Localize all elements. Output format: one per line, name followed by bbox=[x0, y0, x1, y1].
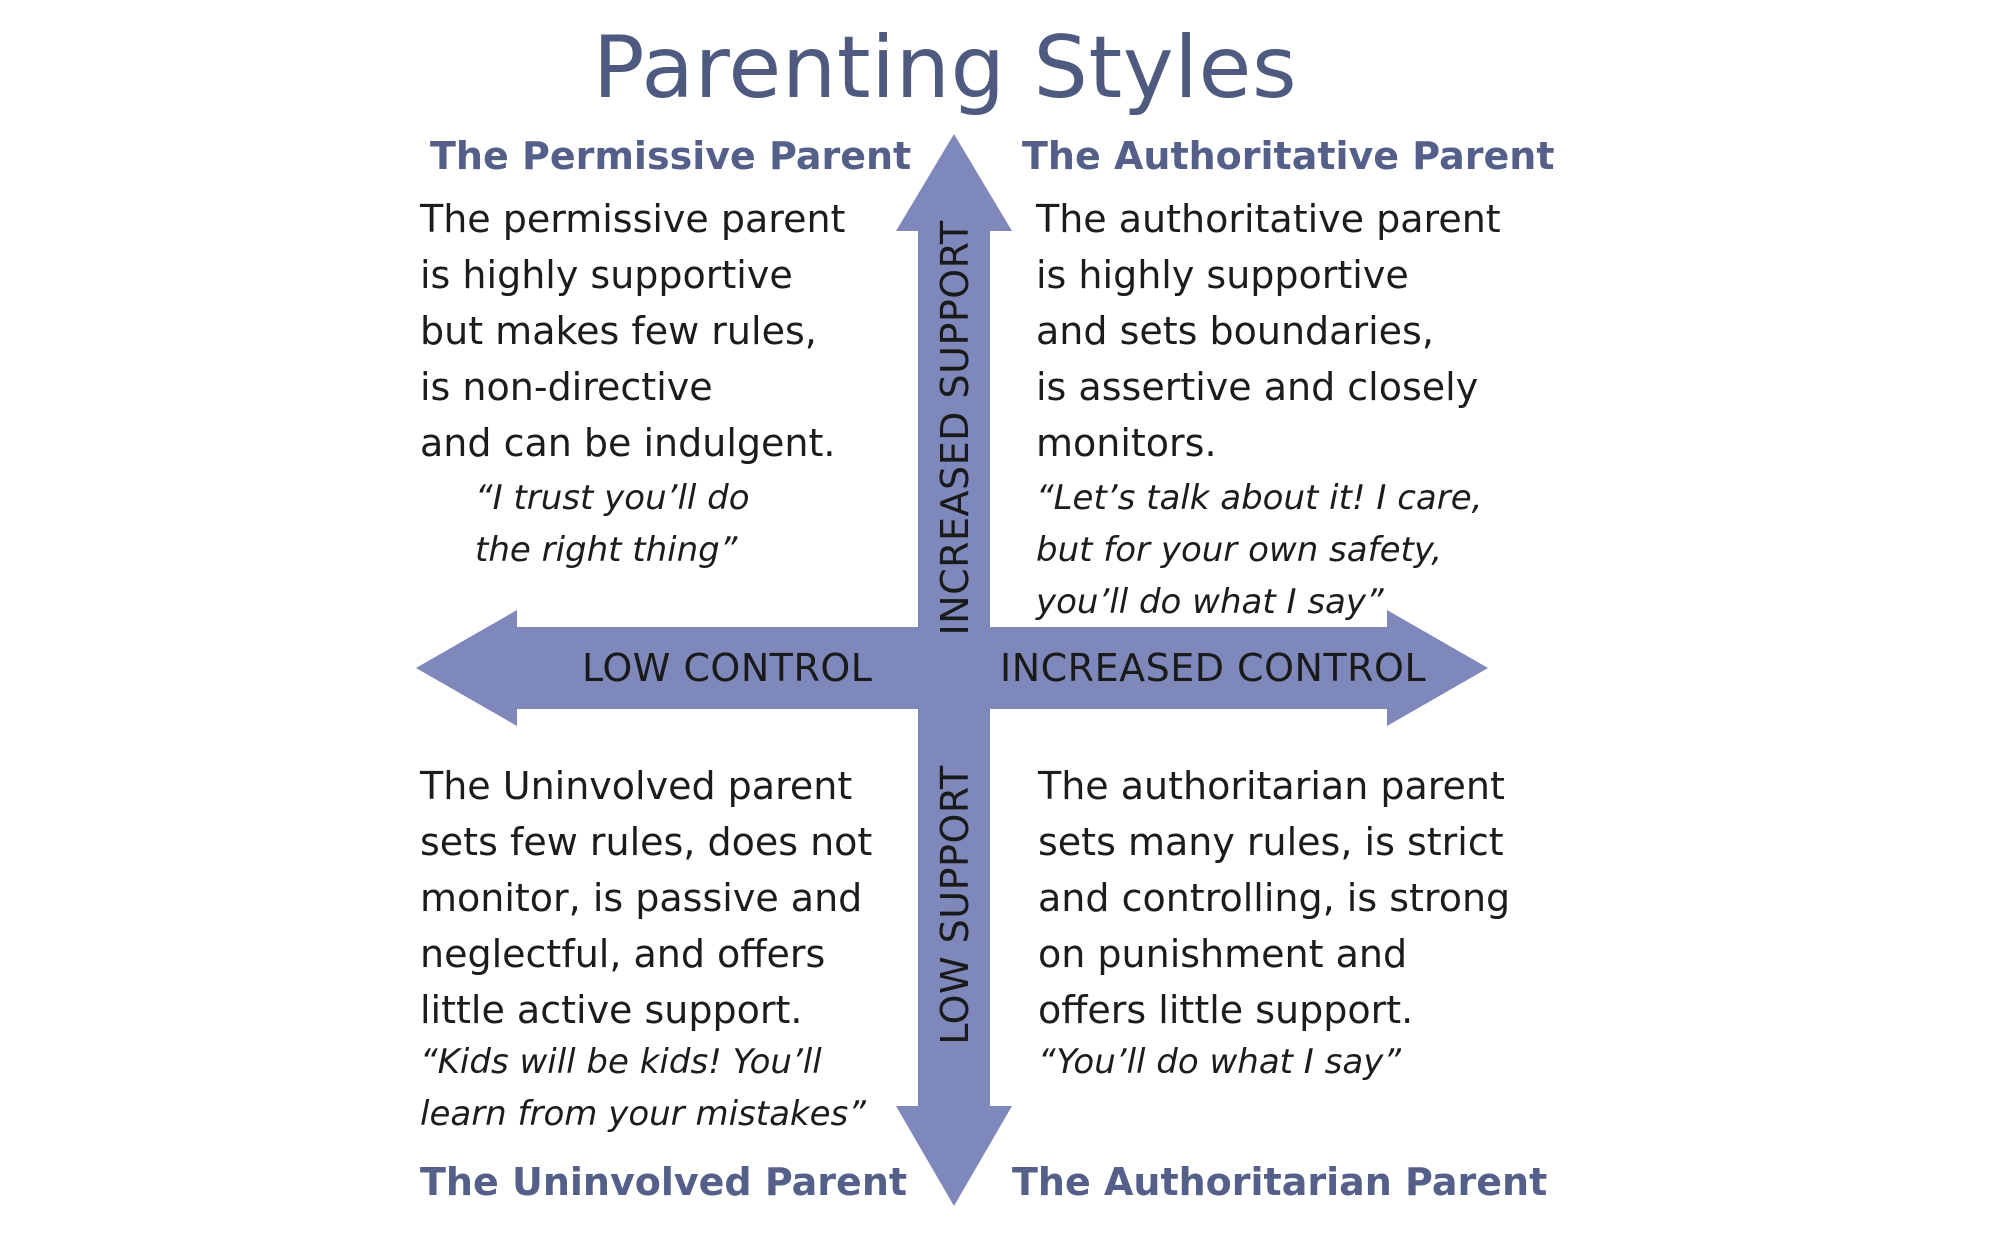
desc-line: The Uninvolved parent bbox=[420, 764, 853, 808]
page-title: Parenting Styles bbox=[592, 18, 1298, 118]
quote-line: “I trust you’ll do bbox=[475, 478, 750, 518]
quote-uninvolved bbox=[420, 1036, 866, 1140]
heading-permissive: The Permissive Parent bbox=[430, 134, 912, 178]
quote-authoritative bbox=[1036, 472, 1482, 628]
desc-line: on punishment and bbox=[1038, 932, 1408, 976]
desc-line: sets many rules, is strict bbox=[1038, 820, 1504, 864]
axis-label-increased-control: INCREASED CONTROL bbox=[1000, 646, 1427, 690]
quote-line: learn from your mistakes” bbox=[420, 1094, 866, 1134]
quote-line: the right thing” bbox=[475, 530, 738, 570]
quote-authoritarian bbox=[1038, 1036, 1401, 1088]
desc-permissive bbox=[420, 191, 845, 471]
heading-uninvolved: The Uninvolved Parent bbox=[420, 1160, 908, 1204]
desc-line: is highly supportive bbox=[420, 253, 793, 297]
desc-line: little active support. bbox=[420, 988, 803, 1032]
heading-authoritarian: The Authoritarian Parent bbox=[1012, 1160, 1548, 1204]
desc-line: The authoritarian parent bbox=[1038, 764, 1505, 808]
desc-authoritative bbox=[1036, 191, 1501, 471]
desc-line: is assertive and closely bbox=[1036, 365, 1479, 409]
desc-authoritarian bbox=[1038, 758, 1510, 1038]
desc-line: offers little support. bbox=[1038, 988, 1414, 1032]
heading-authoritative: The Authoritative Parent bbox=[1022, 134, 1555, 178]
quote-line: “Let’s talk about it! I care, bbox=[1036, 478, 1483, 518]
quote-line: but for your own safety, bbox=[1036, 530, 1443, 570]
desc-line: and sets boundaries, bbox=[1036, 309, 1434, 353]
desc-line: but makes few rules, bbox=[420, 309, 817, 353]
desc-line: The authoritative parent bbox=[1036, 197, 1501, 241]
desc-uninvolved bbox=[420, 758, 872, 1038]
quote-line: “Kids will be kids! You’ll bbox=[420, 1042, 822, 1082]
quote-permissive bbox=[475, 472, 750, 576]
desc-line: and controlling, is strong bbox=[1038, 876, 1511, 920]
axis-label-low-control: LOW CONTROL bbox=[582, 646, 873, 690]
desc-line: and can be indulgent. bbox=[420, 421, 836, 465]
desc-line: is non-directive bbox=[420, 365, 713, 409]
desc-line: is highly supportive bbox=[1036, 253, 1409, 297]
axis-label-low-support: LOW SUPPORT bbox=[933, 765, 977, 1045]
desc-line: neglectful, and offers bbox=[420, 932, 826, 976]
desc-line: The permissive parent bbox=[420, 197, 846, 241]
desc-line: sets few rules, does not bbox=[420, 820, 873, 864]
quote-line: “You’ll do what I say” bbox=[1038, 1042, 1401, 1082]
quote-line: you’ll do what I say” bbox=[1036, 582, 1384, 622]
desc-line: monitors. bbox=[1036, 421, 1217, 465]
axis-label-increased-support: INCREASED SUPPORT bbox=[933, 220, 977, 636]
desc-line: monitor, is passive and bbox=[420, 876, 863, 920]
